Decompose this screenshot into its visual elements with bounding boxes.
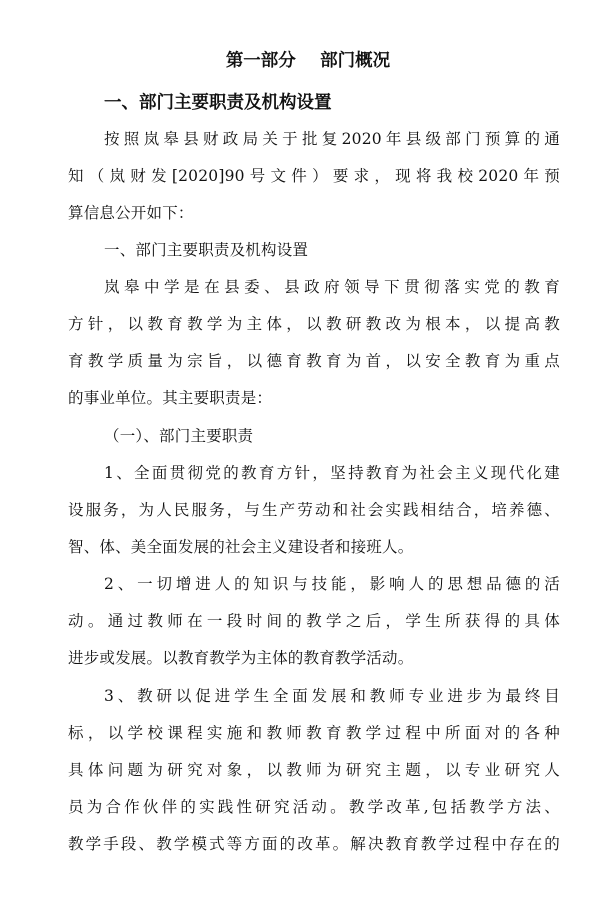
body-line: 的事业单位。其主要职责是： [68,389,273,407]
body-line: 员为合作伙伴的实践性研究活动。教学改革,包括教学方法、 [68,798,560,816]
body-line: 方针，以教育教学为主体，以教研教改为根本，以提高教 [68,315,560,333]
body-line: 2、一切增进人的知识与技能，影响人的思想品德的活 [104,575,560,593]
body-line: 设服务，为人民服务，与生产劳动和社会实践相结合，培养德、 [68,501,560,519]
body-line: 算信息公开如下： [68,204,194,222]
body-line: 动。通过教师在一段时间的教学之后，学生所获得的具体 [68,612,560,630]
heading-functions-structure: 一、部门主要职责及机构设置 [104,93,332,113]
body-line: 3、教研以促进学生全面发展和教师专业进步为最终目 [104,687,560,705]
body-line: 教学手段、教学模式等方面的改革。解决教育教学过程中存在的 [68,835,560,853]
subheading-functions: 一、部门主要职责及机构设置 [104,241,309,259]
body-line: 进步或发展。以教育教学为主体的教育教学活动。 [68,649,414,667]
body-line: 岚皋中学是在县委、县政府领导下贯彻落实党的教育 [104,278,560,296]
body-line: 具体问题为研究对象，以教师为研究主题，以专业研究人 [68,761,560,779]
subheading-main-duties: （一）、部门主要职责 [104,427,254,445]
body-line: 标，以学校课程实施和教师教育教学过程中所面对的各种 [68,724,560,742]
body-line: 智、体、美全面发展的社会主义建设者和接班人。 [68,538,414,556]
body-line: 知（岚财发[2020]90号文件）要求，现将我校2020年预 [68,167,560,185]
body-line: 育教学质量为宗旨，以德育教育为首，以安全教育为重点 [68,352,560,370]
body-line: 1、全面贯彻党的教育方针，坚持教育为社会主义现代化建 [104,464,560,482]
body-line: 按照岚皋县财政局关于批复2020年县级部门预算的通 [104,130,560,148]
section-title: 第一部分 部门概况 [225,51,391,71]
